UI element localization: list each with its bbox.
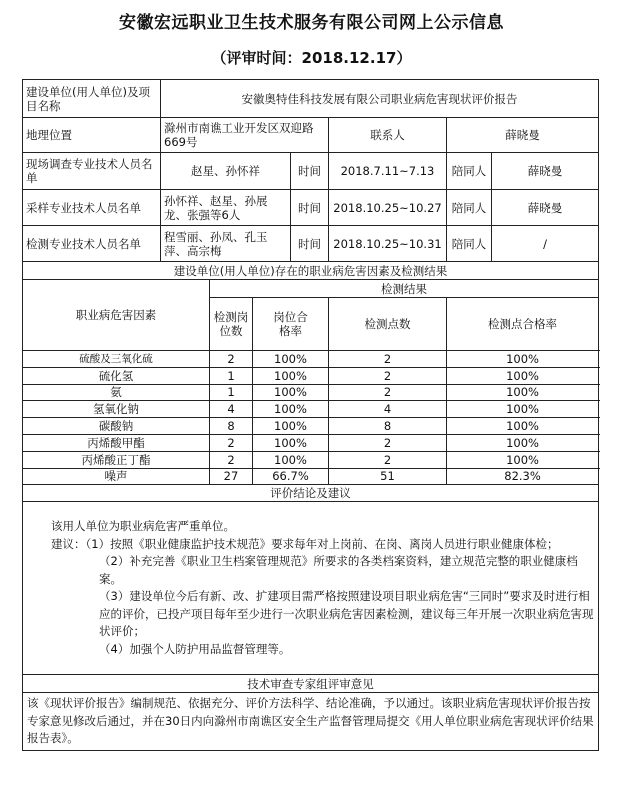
point-rate-cell: 100% xyxy=(447,367,599,384)
testing-time: 2018.10.25~10.31 xyxy=(329,226,447,262)
post-rate-cell: 100% xyxy=(253,451,329,468)
posts-cell: 2 xyxy=(210,351,253,368)
survey-companion-label: 陪同人 xyxy=(447,153,492,190)
sampling-companion-label: 陪同人 xyxy=(447,190,492,226)
suggestion-4: （4）加强个人防护用品监督管理等。 xyxy=(99,641,291,656)
survey-time: 2018.7.11~7.13 xyxy=(329,153,447,190)
contact-value: 薛晓曼 xyxy=(447,118,599,153)
survey-names: 赵星、孙怀祥 xyxy=(161,153,291,190)
unit-label: 建设单位(用人单位)及项目名称 xyxy=(23,80,161,118)
expert-section-row xyxy=(23,675,599,693)
table-row xyxy=(23,468,599,485)
suggestion-2: （2）补充完善《职业卫生档案管理规范》所要求的各类档案资料，建立规范完整的职业健康档案。 xyxy=(99,554,578,586)
evaluation-section-title: 评价结论及建议 xyxy=(23,485,599,502)
posts-cell: 2 xyxy=(210,434,253,451)
table-row xyxy=(23,418,599,435)
factor-cell: 碳酸钠 xyxy=(23,418,210,435)
point-rate-cell: 100% xyxy=(447,401,599,418)
hazards-section-title: 建设单位(用人单位)存在的职业病危害因素及检测结果 xyxy=(23,262,599,280)
point-rate-cell: 82.3% xyxy=(447,468,599,485)
testing-row xyxy=(23,226,599,262)
testing-label: 检测专业技术人员名单 xyxy=(23,226,161,262)
points-cell: 8 xyxy=(329,418,447,435)
point-rate-cell: 100% xyxy=(447,418,599,435)
expert-section-title: 技术审查专家组评审意见 xyxy=(23,675,599,693)
post-rate-cell: 100% xyxy=(253,434,329,451)
point-rate-cell: 100% xyxy=(447,384,599,401)
table-row xyxy=(23,401,599,418)
points-cell: 2 xyxy=(329,351,447,368)
contact-label: 联系人 xyxy=(329,118,447,153)
evaluation-content xyxy=(23,502,599,675)
sampling-label: 采样专业技术人员名单 xyxy=(23,190,161,226)
table-row xyxy=(23,434,599,451)
conclusion-text: 该用人单位为职业病危害严重单位。 xyxy=(51,519,235,534)
document-title: 安徽宏远职业卫生技术服务有限公司网上公示信息 xyxy=(119,13,504,33)
location-value: 滁州市南谯工业开发区双迎路669号 xyxy=(161,118,329,153)
factor-cell: 硫酸及三氧化硫 xyxy=(23,351,210,368)
posts-cell: 1 xyxy=(210,367,253,384)
sampling-companion: 薛晓曼 xyxy=(492,190,599,226)
results-header: 检测结果 xyxy=(210,280,599,298)
factor-header: 职业病危害因素 xyxy=(23,280,210,351)
col-posts-header: 检测岗位数 xyxy=(210,298,253,351)
point-rate-cell: 100% xyxy=(447,451,599,468)
testing-companion: / xyxy=(492,226,599,262)
sampling-time: 2018.10.25~10.27 xyxy=(329,190,447,226)
unit-row xyxy=(23,80,599,118)
location-label: 地理位置 xyxy=(23,118,161,153)
col-points-header: 检测点数 xyxy=(329,298,447,351)
factor-cell: 丙烯酸正丁酯 xyxy=(23,451,210,468)
survey-label: 现场调查专业技术人员名单 xyxy=(23,153,161,190)
evaluation-content-row xyxy=(23,502,599,675)
table-row xyxy=(23,367,599,384)
posts-cell: 4 xyxy=(210,401,253,418)
posts-cell: 8 xyxy=(210,418,253,435)
testing-names: 程雪丽、孙凤、孔玉萍、高宗梅 xyxy=(161,226,291,262)
survey-companion: 薛晓曼 xyxy=(492,153,599,190)
testing-companion-label: 陪同人 xyxy=(447,226,492,262)
post-rate-cell: 100% xyxy=(253,384,329,401)
post-rate-cell: 100% xyxy=(253,401,329,418)
testing-time-label: 时间 xyxy=(291,226,329,262)
survey-time-label: 时间 xyxy=(291,153,329,190)
location-row xyxy=(23,118,599,153)
table-row xyxy=(23,384,599,401)
suggestion-1: 建议：（1）按照《职业健康监护技术规范》要求每年对上岗前、在岗、离岗人员进行职业健康体检； xyxy=(51,536,559,551)
point-rate-cell: 100% xyxy=(447,351,599,368)
col-post-rate-header: 岗位合格率 xyxy=(253,298,329,351)
hazards-section-row xyxy=(23,262,599,280)
unit-value: 安徽奥特佳科技发展有限公司职业病危害现状评价报告 xyxy=(161,80,599,118)
factor-cell: 硫化氢 xyxy=(23,367,210,384)
points-cell: 4 xyxy=(329,401,447,418)
posts-cell: 27 xyxy=(210,468,253,485)
post-rate-cell: 100% xyxy=(253,418,329,435)
post-rate-cell: 66.7% xyxy=(253,468,329,485)
suggestion-3: （3）建设单位今后有新、改、扩建项目需严格按照建设项目职业病危害“三同时”要求及时进行相应的评价，已投产项目每年至少进行一次职业病危害因素检测，建议每三年开展一次职业病危害现状评价； xyxy=(99,589,594,639)
info-table xyxy=(22,79,599,751)
sampling-row xyxy=(23,190,599,226)
post-rate-cell: 100% xyxy=(253,367,329,384)
factor-cell: 噪声 xyxy=(23,468,210,485)
expert-opinion: 该《现状评价报告》编制规范、依据充分、评价方法科学、结论准确，予以通过。该职业病危害现状评价报告按专家意见修改后通过，并在30日内向滁州市南谯区安全生产监督管理局提交《用人单位职业病危害现状评价结果报告表》。 xyxy=(23,693,599,751)
point-rate-cell: 100% xyxy=(447,434,599,451)
survey-row xyxy=(23,153,599,190)
col-point-rate-header: 检测点合格率 xyxy=(447,298,599,351)
hazards-header-row-1 xyxy=(23,280,599,298)
factor-cell: 氨 xyxy=(23,384,210,401)
points-cell: 2 xyxy=(329,384,447,401)
points-cell: 51 xyxy=(329,468,447,485)
expert-content-row xyxy=(23,693,599,751)
points-cell: 2 xyxy=(329,434,447,451)
posts-cell: 1 xyxy=(210,384,253,401)
table-row xyxy=(23,351,599,368)
posts-cell: 2 xyxy=(210,451,253,468)
review-time: （评审时间：2018.12.17） xyxy=(211,49,412,67)
points-cell: 2 xyxy=(329,367,447,384)
sampling-time-label: 时间 xyxy=(291,190,329,226)
points-cell: 2 xyxy=(329,451,447,468)
factor-cell: 丙烯酸甲酯 xyxy=(23,434,210,451)
evaluation-section-row xyxy=(23,485,599,502)
factor-cell: 氢氧化钠 xyxy=(23,401,210,418)
table-row xyxy=(23,451,599,468)
post-rate-cell: 100% xyxy=(253,351,329,368)
sampling-names: 孙怀祥、赵星、孙展龙、张强等6人 xyxy=(161,190,291,226)
